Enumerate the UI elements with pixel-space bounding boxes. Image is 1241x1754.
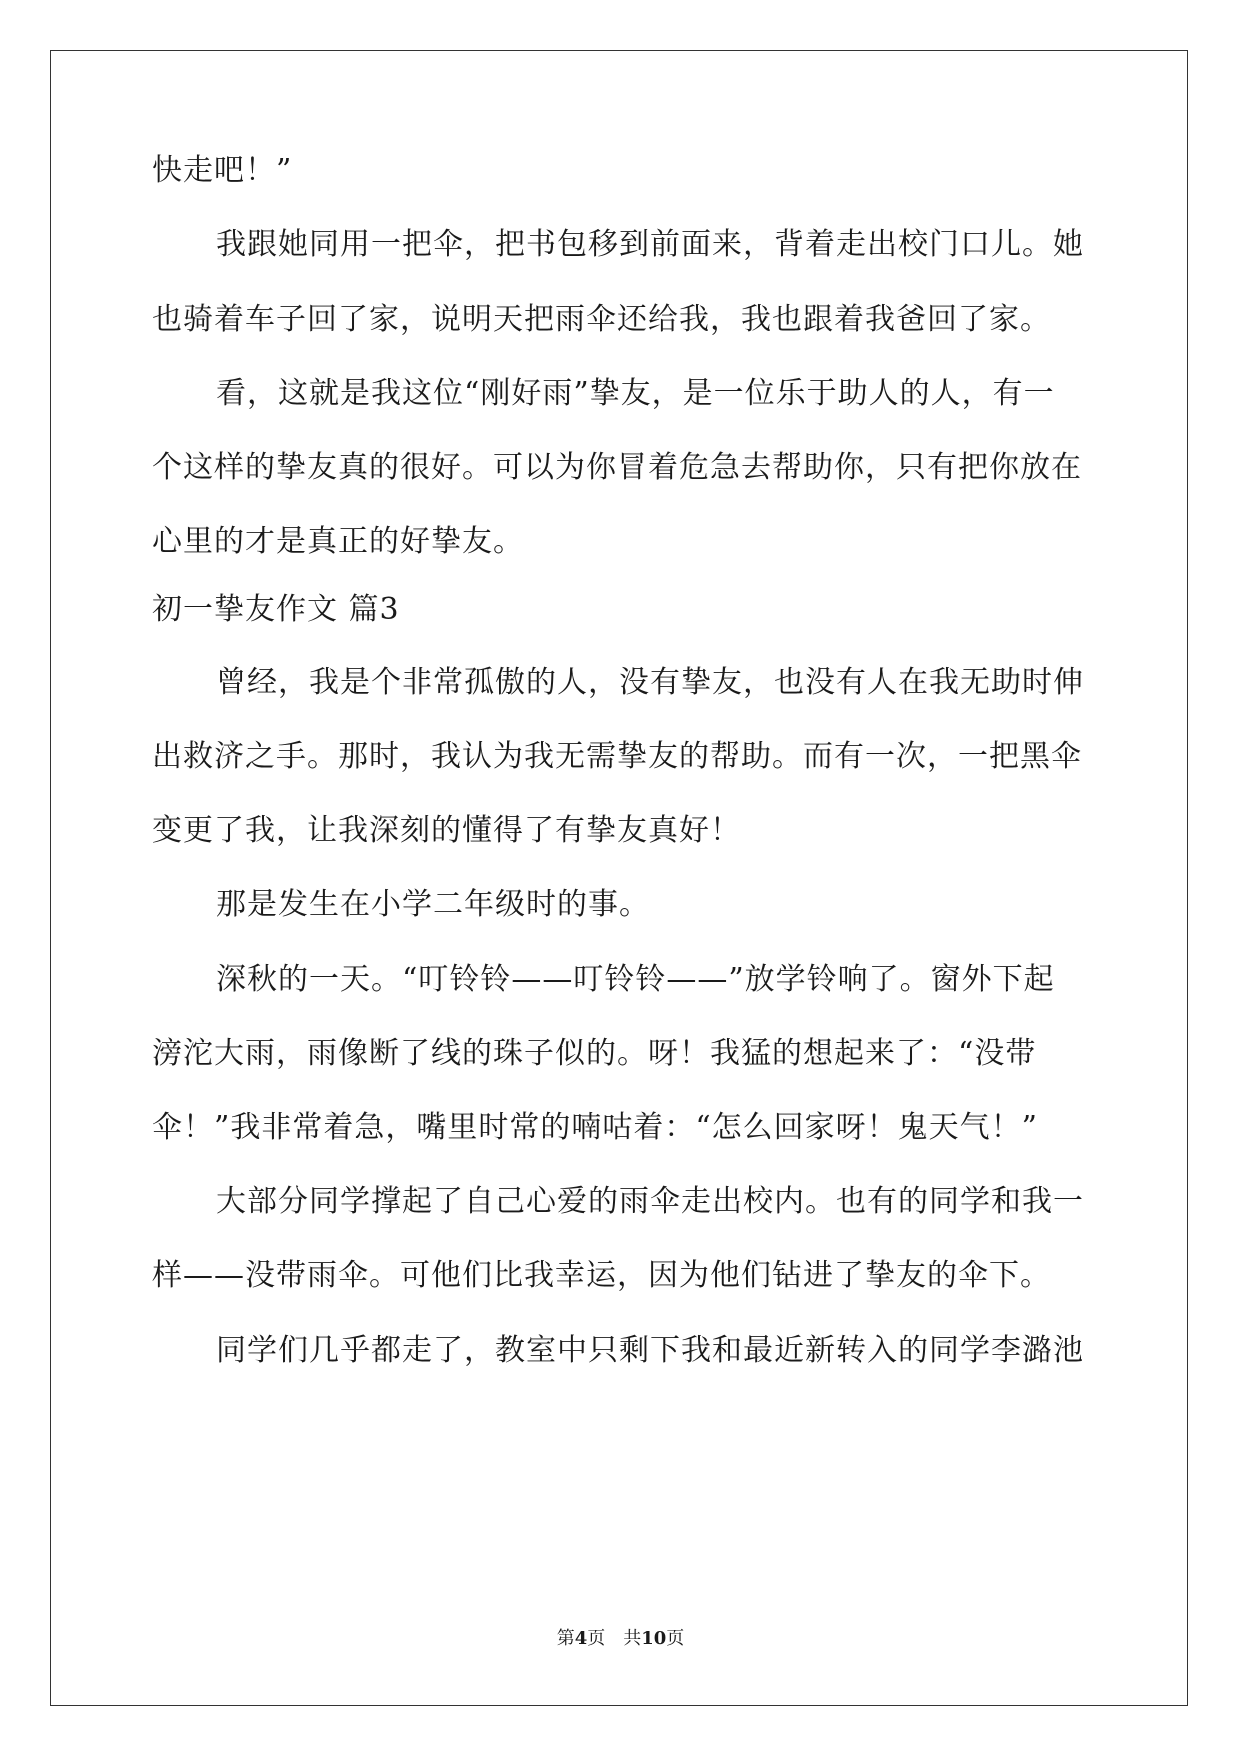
paragraph-line: 看，这就是我这位“刚好雨”挚友，是一位乐于助人的人，有一: [216, 376, 1055, 411]
paragraph-line: 我跟她同用一把伞，把书包移到前面来，背着走出校门口儿。她: [216, 227, 1084, 262]
paragraph-line: 变更了我，让我深刻的懂得了有挚友真好！: [152, 813, 741, 848]
section-heading: 初一挚友作文 篇3: [152, 592, 400, 627]
paragraph-line: 曾经，我是个非常孤傲的人，没有挚友，也没有人在我无助时伸: [216, 665, 1084, 700]
footer-page-suffix: 页: [587, 1628, 606, 1649]
paragraph-line: 个这样的挚友真的很好。可以为你冒着危急去帮助你，只有把你放在: [152, 450, 1082, 485]
paragraph-line: 伞！”我非常着急，嘴里时常的喃咕着：“怎么回家呀！鬼天气！”: [152, 1110, 1039, 1145]
page-footer: [0, 1627, 1241, 1651]
footer-page-prefix: 第: [556, 1628, 575, 1649]
paragraph-line: 快走吧！”: [152, 153, 293, 188]
footer-total-suffix: 页: [666, 1628, 685, 1649]
paragraph-line: 心里的才是真正的好挚友。: [152, 524, 524, 559]
footer-total-prefix: 共: [623, 1628, 642, 1649]
paragraph-line: 样——没带雨伞。可他们比我幸运，因为他们钻进了挚友的伞下。: [152, 1258, 1051, 1293]
paragraph-line: 深秋的一天。“叮铃铃——叮铃铃——”放学铃响了。窗外下起: [216, 962, 1055, 997]
paragraph-line: 也骑着车子回了家，说明天把雨伞还给我，我也跟着我爸回了家。: [152, 302, 1051, 337]
paragraph-line: 滂沱大雨，雨像断了线的珠子似的。呀！我猛的想起来了：“没带: [152, 1036, 1037, 1071]
paragraph-line: 那是发生在小学二年级时的事。: [216, 887, 650, 922]
paragraph-line: 大部分同学撑起了自己心爱的雨伞走出校内。也有的同学和我一: [216, 1184, 1084, 1219]
paragraph-line: 出救济之手。那时，我认为我无需挚友的帮助。而有一次，一把黑伞: [152, 739, 1082, 774]
page-border: [50, 50, 1188, 1706]
footer-page-number: 4: [574, 1628, 588, 1649]
paragraph-line: 同学们几乎都走了，教室中只剩下我和最近新转入的同学李潞池: [216, 1333, 1084, 1368]
footer-total-pages: 10: [641, 1628, 667, 1649]
